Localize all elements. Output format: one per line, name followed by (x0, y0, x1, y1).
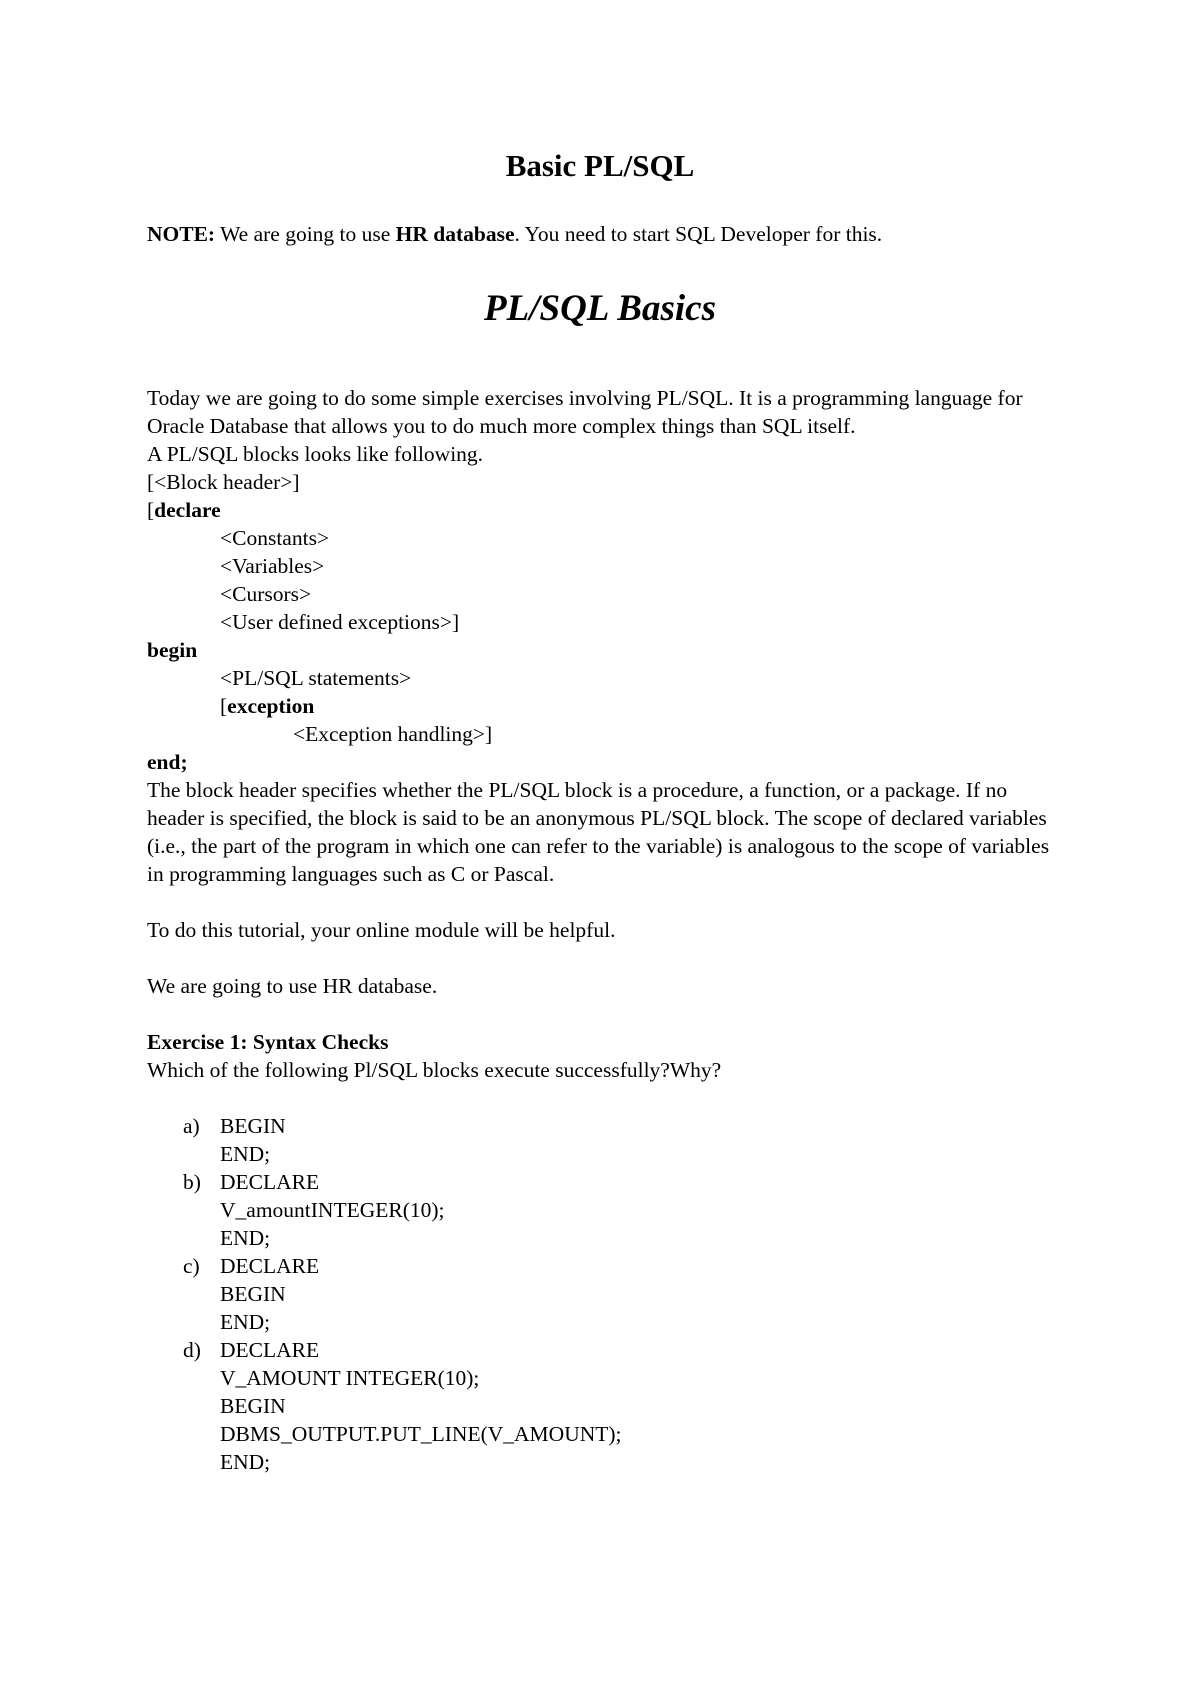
declare-bracket: [ (147, 498, 155, 522)
block-header-line: [<Block header>] (147, 470, 300, 494)
declare-line (147, 496, 1067, 524)
note-paragraph (147, 220, 1067, 248)
section-title: PL/SQL Basics (484, 288, 716, 329)
option-code (220, 1168, 445, 1252)
explanation-paragraph: The block header specifies whether the PL/SQL block is a procedure, a function, or a package. If no header is specified, the block is said to be an anonymous PL/SQL block. The scope of declared variables (i.e., the part of the program in which one can refer to the variable) is analogous to the scope of variables in programming languages such as C or Pascal. (147, 778, 1050, 886)
option-code (220, 1252, 319, 1336)
constants-line: <Constants> (220, 526, 330, 550)
option-letter: b) (183, 1170, 201, 1194)
option-letter: c) (183, 1254, 200, 1278)
option-d (183, 1336, 1067, 1476)
option-code (220, 1112, 286, 1168)
code-line: V_AMOUNT INTEGER(10); (220, 1366, 480, 1390)
note-label: NOTE: (147, 222, 216, 246)
option-a (183, 1112, 1067, 1168)
exception-keyword: exception (227, 694, 315, 718)
spacer (147, 1000, 1067, 1028)
spacer (147, 944, 1067, 972)
exercise-1-title: Exercise 1: Syntax Checks (147, 1030, 389, 1054)
exception-handling-line: <Exception handling>] (293, 722, 493, 746)
option-letter: d) (183, 1338, 201, 1362)
option-b (183, 1168, 1067, 1252)
option-code (220, 1336, 622, 1476)
page-title: Basic PL/SQL (505, 148, 695, 183)
begin-keyword: begin (147, 638, 198, 662)
exercise-1-question: Which of the following Pl/SQL blocks execute successfully?Why? (147, 1058, 722, 1082)
code-line: V_amountINTEGER(10); (220, 1198, 445, 1222)
cursors-line: <Cursors> (220, 582, 312, 606)
intro-paragraph: Today we are going to do some simple exercises involving PL/SQL. It is a programming language for Oracle Database that allows you to do much more complex things than SQL itself. (147, 386, 1023, 438)
code-line: END; (220, 1450, 271, 1474)
document-body (147, 384, 1067, 1476)
code-line: DECLARE (220, 1170, 320, 1194)
note-bold-text: HR database (395, 222, 515, 246)
statements-line: <PL/SQL statements> (220, 666, 412, 690)
note-text-before: We are going to use (215, 222, 396, 246)
variables-line: <Variables> (220, 554, 325, 578)
code-line: BEGIN (220, 1282, 286, 1306)
end-keyword: end; (147, 750, 188, 774)
hr-note: We are going to use HR database. (147, 974, 438, 998)
code-line: DECLARE (220, 1254, 320, 1278)
tutorial-note: To do this tutorial, your online module will be helpful. (147, 918, 616, 942)
spacer (147, 888, 1067, 916)
code-line: DECLARE (220, 1338, 320, 1362)
exercise-1-options (147, 1112, 1067, 1476)
user-exceptions-line: <User defined exceptions>] (220, 610, 460, 634)
option-letter: a) (183, 1114, 200, 1138)
code-line: END; (220, 1226, 271, 1250)
block-intro: A PL/SQL blocks looks like following. (147, 442, 484, 466)
option-c (183, 1252, 1067, 1336)
note-text-after: . You need to start SQL Developer for this. (514, 222, 883, 246)
code-line: END; (220, 1142, 271, 1166)
code-line: BEGIN (220, 1114, 286, 1138)
code-line: BEGIN (220, 1394, 286, 1418)
exception-line (147, 692, 1067, 720)
exception-bracket: [ (220, 694, 228, 718)
declare-keyword: declare (154, 498, 221, 522)
code-line: DBMS_OUTPUT.PUT_LINE(V_AMOUNT); (220, 1422, 622, 1446)
code-line: END; (220, 1310, 271, 1334)
